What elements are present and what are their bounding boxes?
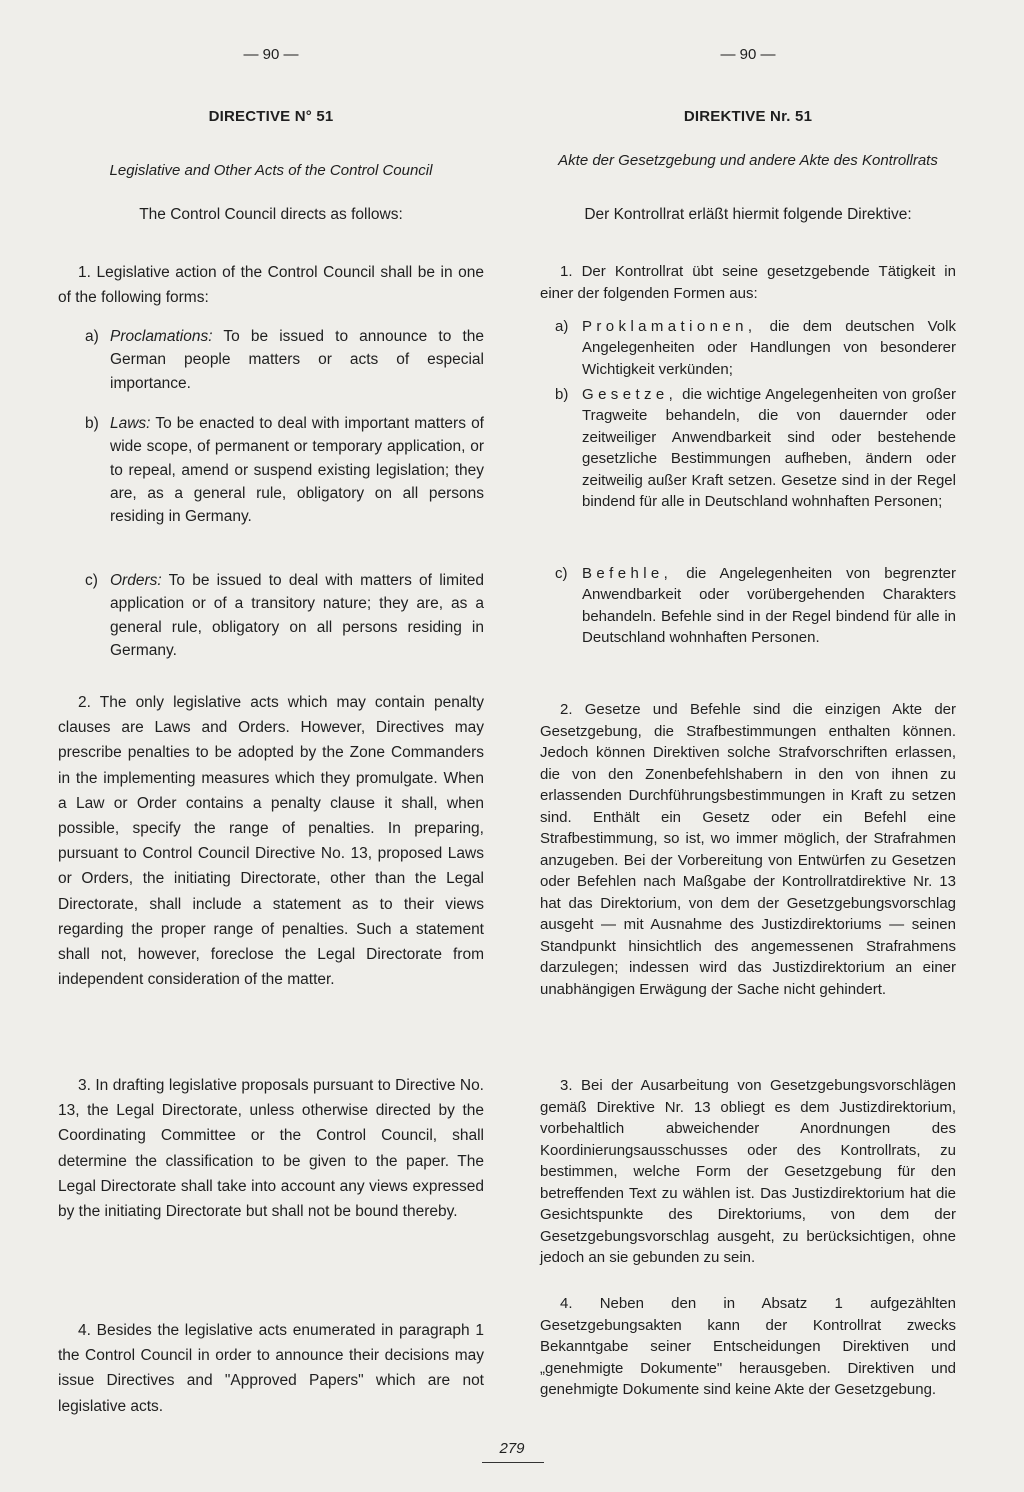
item-c-de — [540, 563, 956, 649]
item-letter: c) — [85, 572, 98, 589]
item-a-en — [58, 325, 484, 395]
folio-left: — 90 — — [243, 46, 299, 63]
item-b-en — [58, 412, 484, 528]
intro-de: Der Kontrollrat erläßt hiermit folgende Direktive: — [584, 206, 912, 223]
item-text: To be enacted to deal with important matters of wide scope, of permanent or temporary application, or to repeal, amend or suspend existing legislation; they are, as a general rule, obligatory on all persons residing in Germany. — [110, 415, 484, 526]
subtitle-en: Legislative and Other Acts of the Control Council — [109, 162, 433, 179]
directive-title-de: DIREKTIVE Nr. 51 — [683, 108, 813, 125]
item-term: Proklamationen, — [582, 318, 757, 335]
intro-en: The Control Council directs as follows: — [139, 206, 403, 223]
item-term: Orders: — [110, 572, 162, 589]
paragraph-2-de: 2. Gesetze und Befehle sind die einzigen Akte der Gesetzgebung, die Strafbestimmungen enthalten können. Jedoch können Direktiven solche Strafvorschriften erlassen, die von den Zonenbefehlshabern in den von ihnen zu erlassenden Durchführungsbestimmungen in Kraft zu setzen sind. Enthält ein Gesetz oder ein Befehl eine Strafbestimmung, so ist, wo immer möglich, der Strafrahmen anzugeben. Bei der Vorbereitung von Entwürfen zu Gesetzen oder Befehlen nach Maßgabe der Kontrollratdirektive Nr. 13 hat das Direktorium, von dem der Gesetzgebungsvorschlag ausgeht — mit Ausnahme des Justizdirektoriums — seinen Standpunkt hinsichtlich des angemessenen Strafrahmens darzulegen; indessen wird das Justizdirektorium an einer unabhängigen Erwägung der Sache nicht gehindert. — [540, 701, 956, 998]
page-number: 279 — [499, 1440, 525, 1457]
item-letter: b) — [85, 415, 99, 432]
item-b-de — [540, 384, 956, 512]
item-term: Laws: — [110, 415, 151, 432]
paragraph-4-de: 4. Neben den in Absatz 1 aufgezählten Gesetzgebungsakten kann der Kontrollrat zwecks Bekanntgabe seiner Entscheidungen Direktiven und „genehmigte Dokumente" herausgeben. Direktiven und genehmigte Dokumente sind keine Akte der Gesetzgebung. — [540, 1295, 956, 1398]
item-text: To be issued to deal with matters of limited application or of a transitory nature; they are, as a general rule, obligatory on all persons residing in Germany. — [110, 572, 484, 659]
item-letter: a) — [85, 328, 99, 345]
paragraph-3-en: 3. In drafting legislative proposals pursuant to Directive No. 13, the Legal Directorate, unless otherwise directed by the Coordinating Committee or the Control Council, shall determine the classification to be given to the paper. The Legal Directorate shall take into account any views expressed by the initiating Directorate but shall not be bound thereby. — [58, 1077, 484, 1221]
item-letter: b) — [555, 386, 569, 403]
item-term: Proclamations: — [110, 328, 213, 345]
item-text: die Angelegenheiten von begrenzter Anwendbarkeit oder vorübergehenden Charakters behandeln. Befehle sind in der Regel bindend für alle in Deutschland wohnhaften Personen. — [582, 565, 956, 647]
paragraph-2-en: 2. The only legislative acts which may contain penalty clauses are Laws and Orders. However, Directives may prescribe penalties to be adopted by the Zone Commanders in the implementing measures which they promulgate. When a Law or Order contains a penalty clause it shall, when possible, specify the range of penalties. In preparing, pursuant to Control Council Directive No. 13, proposed Laws or Orders, the initiating Directorate, other than the Legal Directorate, shall include a statement as to their views regarding the proper range of penalties. Such a statement shall not, however, foreclose the Legal Directorate from independent consideration of the matter. — [58, 694, 484, 989]
paragraph-1-en: 1. Legislative action of the Control Council shall be in one of the following forms: — [58, 264, 484, 307]
item-text: die wichtige Angelegenheiten von großer Tragweite behandeln, die von dauernder oder zeitweiliger Anwendbarkeit sind oder bestehende gesetzliche Bestimmungen aufheben, ändern oder zeitweilig außer Kraft setzen. Gesetze sind in der Regel bindend für alle in Deutschland wohnhaften Personen; — [582, 386, 956, 511]
paragraph-4-en: 4. Besides the legislative acts enumerated in paragraph 1 the Control Council in order to announce their decisions may issue Directives and "Approved Papers" which are not legislative acts. — [58, 1322, 484, 1415]
paragraph-3-de: 3. Bei der Ausarbeitung von Gesetzgebungsvorschlägen gemäß Direktive Nr. 13 obliegt es dem Justizdirektorium, vorbehaltlich abweichender Anordnungen des Koordinierungsausschusses oder des Kontrollrats, zu bestimmen, welche Form der Gesetzgebung für den betreffenden Text zu wählen ist. Das Justizdirektorium hat die Gesichtspunkte des Direktoriums, von dem der Gesetzgebungsvorschlag ausgeht, zu berücksichtigen, ohne jedoch an sie gebunden zu sein. — [540, 1077, 956, 1266]
item-c-en — [58, 569, 484, 662]
item-term: Befehle, — [582, 565, 673, 582]
item-a-de — [540, 316, 956, 380]
page-number-rule — [482, 1462, 544, 1463]
item-text: To be issued to announce to the German people matters or acts of especial importance. — [110, 328, 484, 392]
item-text: die dem deutschen Volk Angelegenheiten oder Handlungen von besonderer Wichtigkeit verkünden; — [582, 318, 956, 378]
item-term: Gesetze, — [582, 386, 678, 403]
item-letter: a) — [555, 318, 569, 335]
item-letter: c) — [555, 565, 568, 582]
subtitle-de: Akte der Gesetzgebung und andere Akte des Kontrollrats — [558, 152, 938, 169]
folio-right: — 90 — — [720, 46, 776, 63]
paragraph-1-de: 1. Der Kontrollrat übt seine gesetzgebende Tätigkeit in einer der folgenden Formen aus: — [540, 263, 956, 302]
directive-title-en: DIRECTIVE N° 51 — [208, 108, 334, 125]
